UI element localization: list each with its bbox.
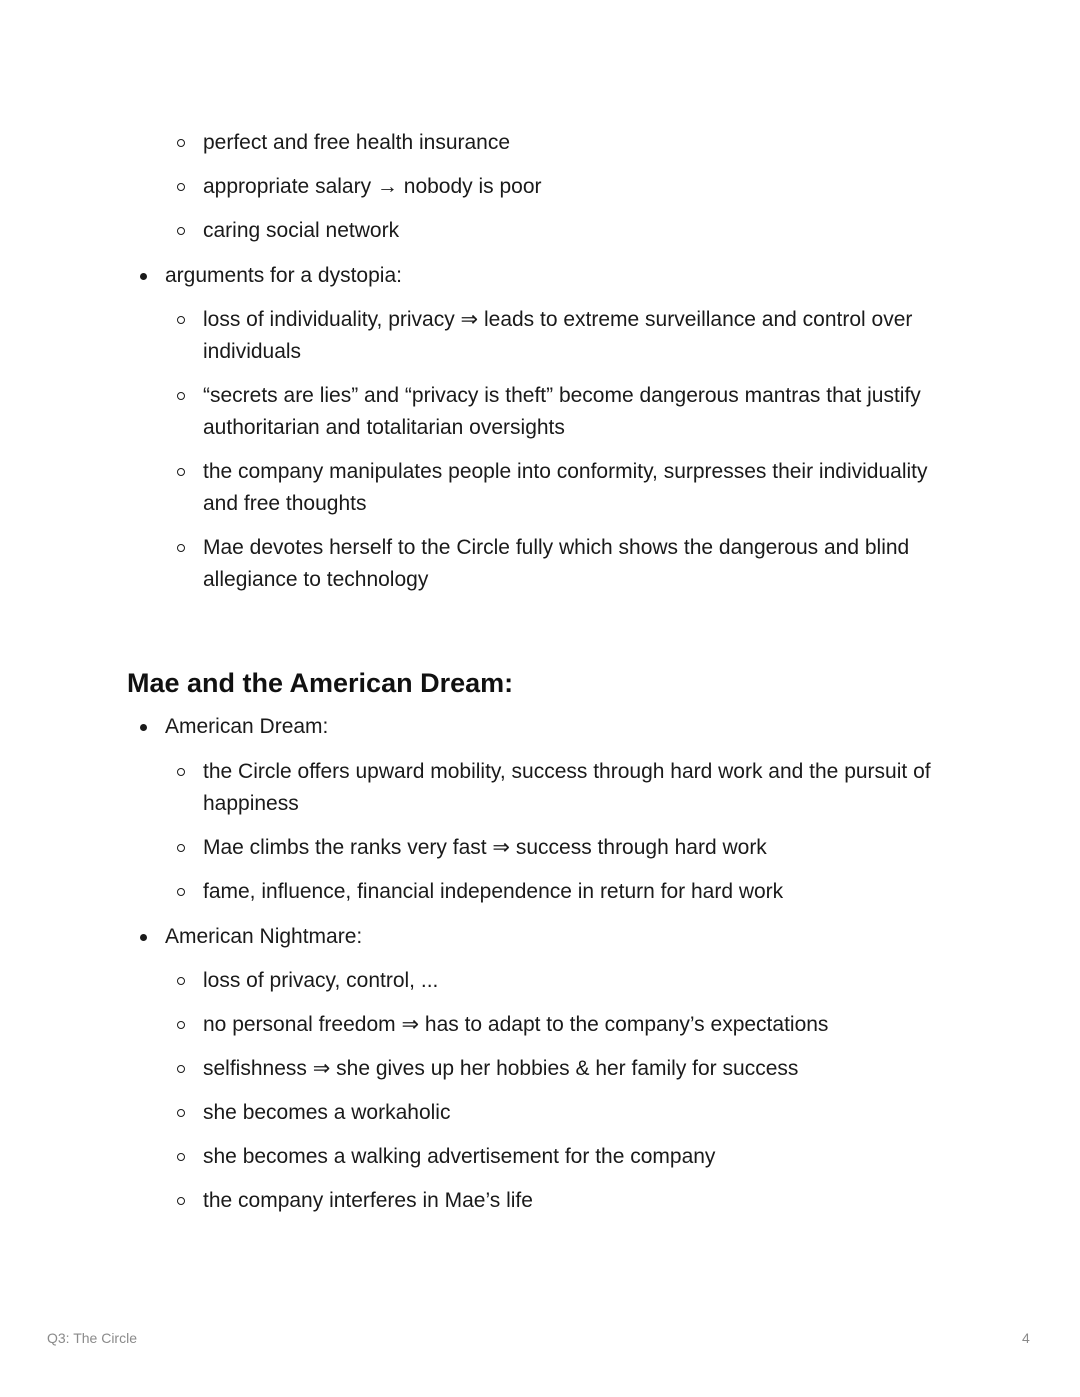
bullet-list [0,127,1080,596]
hollow-bullet-icon [177,227,185,235]
list-item-continuation [0,127,1080,247]
sub-list-item: loss of individuality, privacy ⇒ leads to extreme surveillance and control over individuals [0,304,1080,368]
solid-bullet-icon [140,273,147,280]
hollow-bullet-icon [177,1153,185,1161]
hollow-bullet-icon [177,888,185,896]
sub-list [165,965,1080,1217]
list-item-american-dream: American Dream: the Circle offers upward mobility, success through hard work and the pursuit of happiness Mae climbs the ranks very fast ⇒ success through hard work fame, influence, financial independence in return for hard work [0,711,1080,908]
sub-list-item: loss of privacy, control, ... [0,965,1080,997]
solid-bullet-icon [140,934,147,941]
hollow-bullet-icon [177,768,185,776]
hollow-bullet-icon [177,468,185,476]
hollow-bullet-icon [177,1021,185,1029]
hollow-bullet-icon [177,544,185,552]
sub-list-item: she becomes a workaholic [0,1097,1080,1129]
utopia-dystopia-list [0,127,1080,596]
hollow-bullet-icon [177,392,185,400]
sub-list-item: Mae climbs the ranks very fast ⇒ success through hard work [0,832,1080,864]
american-dream-list [0,711,1080,1217]
sub-list-item: perfect and free health insurance [0,127,1080,159]
sub-list [165,127,1080,247]
hollow-bullet-icon [177,1197,185,1205]
page-number: 4 [1022,1330,1030,1346]
sub-list-item: she becomes a walking advertisement for the company [0,1141,1080,1173]
sub-list-item: caring social network [0,215,1080,247]
sub-list-item: fame, influence, financial independence in return for hard work [0,876,1080,908]
hollow-bullet-icon [177,1109,185,1117]
solid-bullet-icon [140,724,147,731]
hollow-bullet-icon [177,1065,185,1073]
sub-list-item: Mae devotes herself to the Circle fully which shows the dangerous and blind allegiance to technology [0,532,1080,596]
list-item-american-nightmare: American Nightmare: loss of privacy, control, ... no personal freedom ⇒ has to adapt to the company’s expectations selfishness ⇒ she gives up her hobbies & her family for success she becomes a workaholic she becomes a walking advertisement for the company the company interferes in Mae’s life [0,921,1080,1217]
hollow-bullet-icon [177,139,185,147]
sub-list-item: the company interferes in Mae’s life [0,1185,1080,1217]
footer-title: Q3: The Circle [47,1330,137,1346]
sub-list-item: selfishness ⇒ she gives up her hobbies & her family for success [0,1053,1080,1085]
sub-list-item: appropriate salary → nobody is poor [0,171,1080,203]
sub-list [165,756,1080,908]
hollow-bullet-icon [177,183,185,191]
hollow-bullet-icon [177,316,185,324]
sub-list-item: the company manipulates people into conformity, surpresses their individuality and free thoughts [0,456,1080,520]
sub-list-item: the Circle offers upward mobility, success through hard work and the pursuit of happiness [0,756,1080,820]
sub-list-item: no personal freedom ⇒ has to adapt to the company’s expectations [0,1009,1080,1041]
list-item-dystopia: arguments for a dystopia: loss of individuality, privacy ⇒ leads to extreme surveillance and control over individuals “secrets are lies” and “privacy is theft” become dangerous mantras that justify authoritarian and totalitarian oversights the company manipulates people into conformity, surpresses their individuality and free thoughts Mae devotes herself to the Circle fully which shows the dangerous and blind allegiance to technology [0,260,1080,596]
hollow-bullet-icon [177,977,185,985]
section-heading: Mae and the American Dream: [127,668,514,698]
sub-list-item: “secrets are lies” and “privacy is theft” become dangerous mantras that justify authoritarian and totalitarian oversights [0,380,1080,444]
sub-list [165,304,1080,596]
bullet-list [0,711,1080,1217]
hollow-bullet-icon [177,844,185,852]
